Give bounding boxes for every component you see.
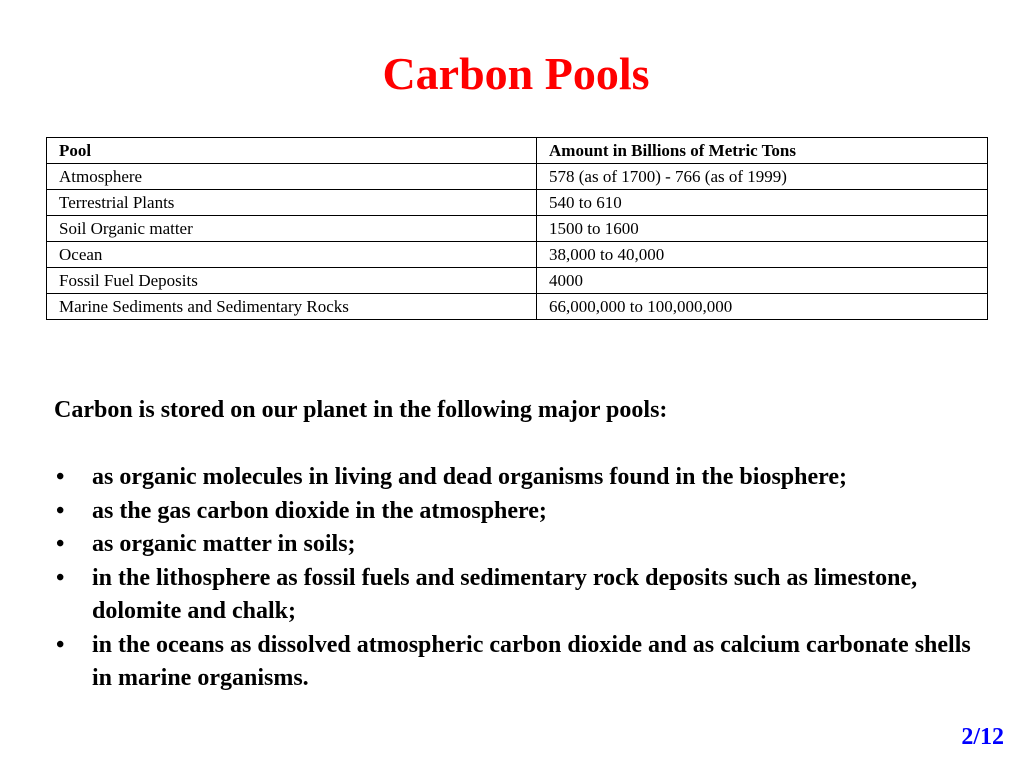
pool-amount-cell: 1500 to 1600 bbox=[537, 216, 988, 242]
list-item-text: in the lithosphere as fossil fuels and sedimentary rock deposits such as limestone, dolomite and chalk; bbox=[92, 564, 918, 624]
table-row bbox=[47, 190, 988, 216]
pool-name-cell: Ocean bbox=[47, 242, 537, 268]
bullet-icon: • bbox=[56, 631, 65, 658]
pool-name-cell: Marine Sediments and Sedimentary Rocks bbox=[47, 294, 537, 320]
list-item-text: as organic molecules in living and dead organisms found in the biosphere; bbox=[92, 464, 847, 490]
table-row bbox=[47, 164, 988, 190]
bullet-icon: • bbox=[56, 564, 65, 591]
pool-name-cell: Fossil Fuel Deposits bbox=[47, 268, 537, 294]
pool-amount-cell: 540 to 610 bbox=[537, 190, 988, 216]
pool-amount-cell: 578 (as of 1700) - 766 (as of 1999) bbox=[537, 164, 988, 190]
list-item bbox=[54, 495, 984, 529]
list-item bbox=[54, 528, 984, 562]
table-row bbox=[47, 216, 988, 242]
table-header-row bbox=[47, 138, 988, 164]
list-item-text: in the oceans as dissolved atmospheric carbon dioxide and as calcium carbonate shells in marine organisms. bbox=[92, 631, 971, 691]
list-item bbox=[54, 562, 984, 629]
list-item-text: as organic matter in soils; bbox=[92, 531, 356, 557]
column-header-pool: Pool bbox=[47, 138, 537, 164]
pool-name-cell: Terrestrial Plants bbox=[47, 190, 537, 216]
intro-text: Carbon is stored on our planet in the following major pools: bbox=[54, 397, 668, 423]
pool-amount-cell: 66,000,000 to 100,000,000 bbox=[537, 294, 988, 320]
list-item-text: as the gas carbon dioxide in the atmosphere; bbox=[92, 497, 547, 524]
page-number: 2/12 bbox=[961, 724, 1004, 750]
slide-title: Carbon Pools bbox=[382, 48, 650, 99]
table-row bbox=[47, 294, 988, 320]
bullet-icon: • bbox=[56, 531, 65, 557]
list-item bbox=[54, 461, 984, 495]
pool-amount-cell: 4000 bbox=[537, 268, 988, 294]
carbon-pools-table bbox=[46, 137, 988, 320]
table-row bbox=[47, 242, 988, 268]
pool-amount-cell: 38,000 to 40,000 bbox=[537, 242, 988, 268]
pool-name-cell: Atmosphere bbox=[47, 164, 537, 190]
carbon-pools-bullet-list bbox=[54, 461, 984, 696]
table-row bbox=[47, 268, 988, 294]
bullet-icon: • bbox=[56, 497, 65, 524]
column-header-amount: Amount in Billions of Metric Tons bbox=[537, 138, 988, 164]
bullet-icon: • bbox=[56, 464, 65, 490]
list-item bbox=[54, 629, 984, 696]
pool-name-cell: Soil Organic matter bbox=[47, 216, 537, 242]
